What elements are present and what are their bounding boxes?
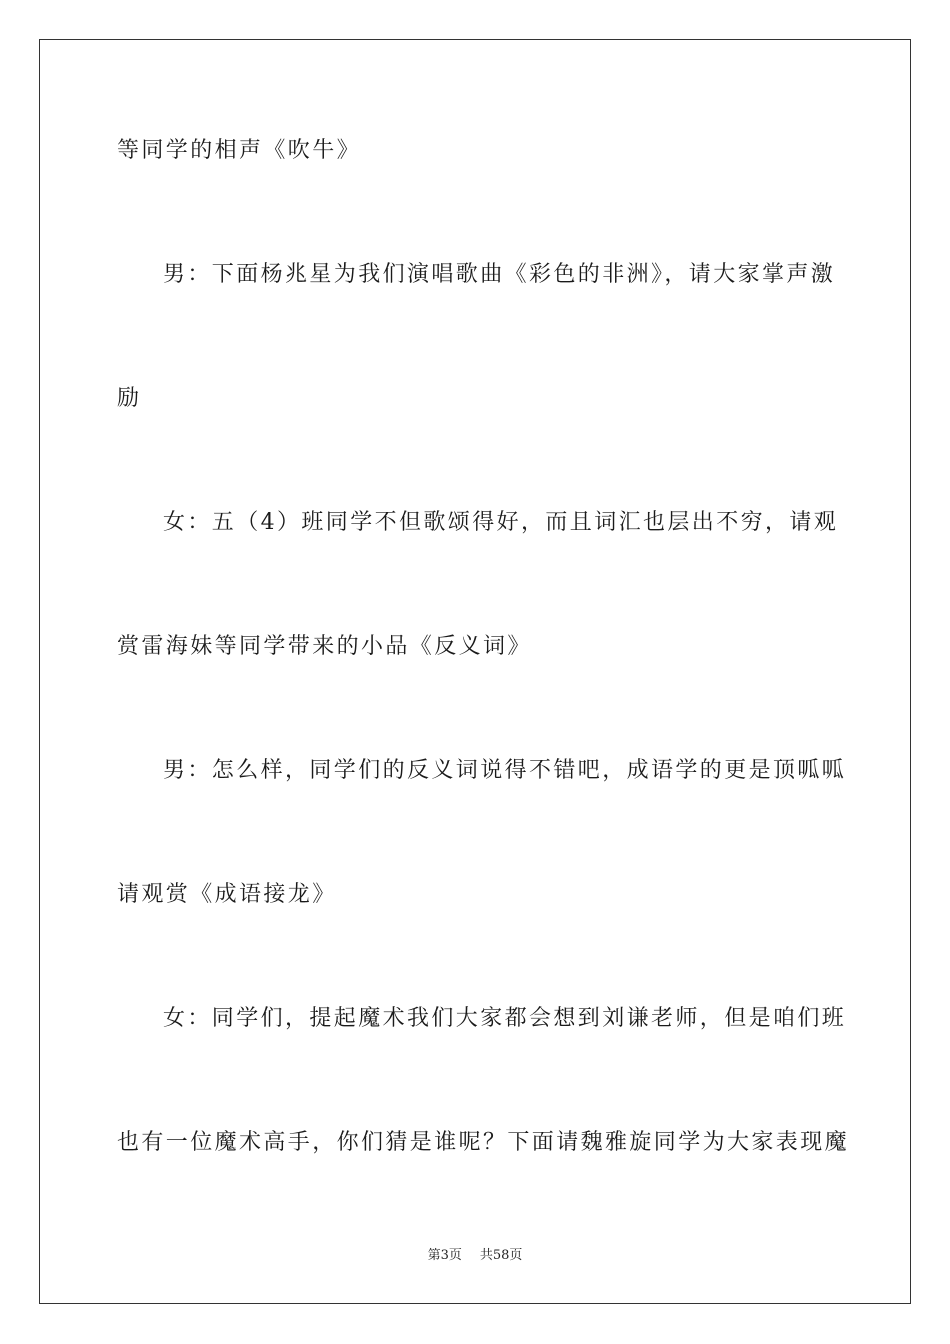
page-number: 第3页 <box>427 1248 462 1263</box>
text-line-2: 男：下面杨兆星为我们演唱歌曲《彩色的非洲》，请大家掌声激 <box>163 262 836 287</box>
page-border <box>39 39 911 1304</box>
text-line-7: 请观赏《成语接龙》 <box>117 882 337 907</box>
text-line-5: 赏雷海妹等同学带来的小品《反义词》 <box>117 634 532 659</box>
page-footer <box>0 1247 950 1265</box>
page-total: 共58页 <box>479 1248 523 1263</box>
text-line-6: 男：怎么样，同学们的反义词说得不错吧，成语学的更是顶呱呱 <box>163 758 847 783</box>
text-line-8: 女：同学们，提起魔术我们大家都会想到刘谦老师，但是咱们班 <box>163 1006 847 1031</box>
text-line-3: 励 <box>117 386 142 411</box>
text-line-9: 也有一位魔术高手，你们猜是谁呢？下面请魏雅旋同学为大家表现魔 <box>117 1130 850 1155</box>
text-line-4: 女：五（4）班同学不但歌颂得好，而且词汇也层出不穷，请观 <box>163 510 839 535</box>
text-line-1: 等同学的相声《吹牛》 <box>117 138 362 163</box>
